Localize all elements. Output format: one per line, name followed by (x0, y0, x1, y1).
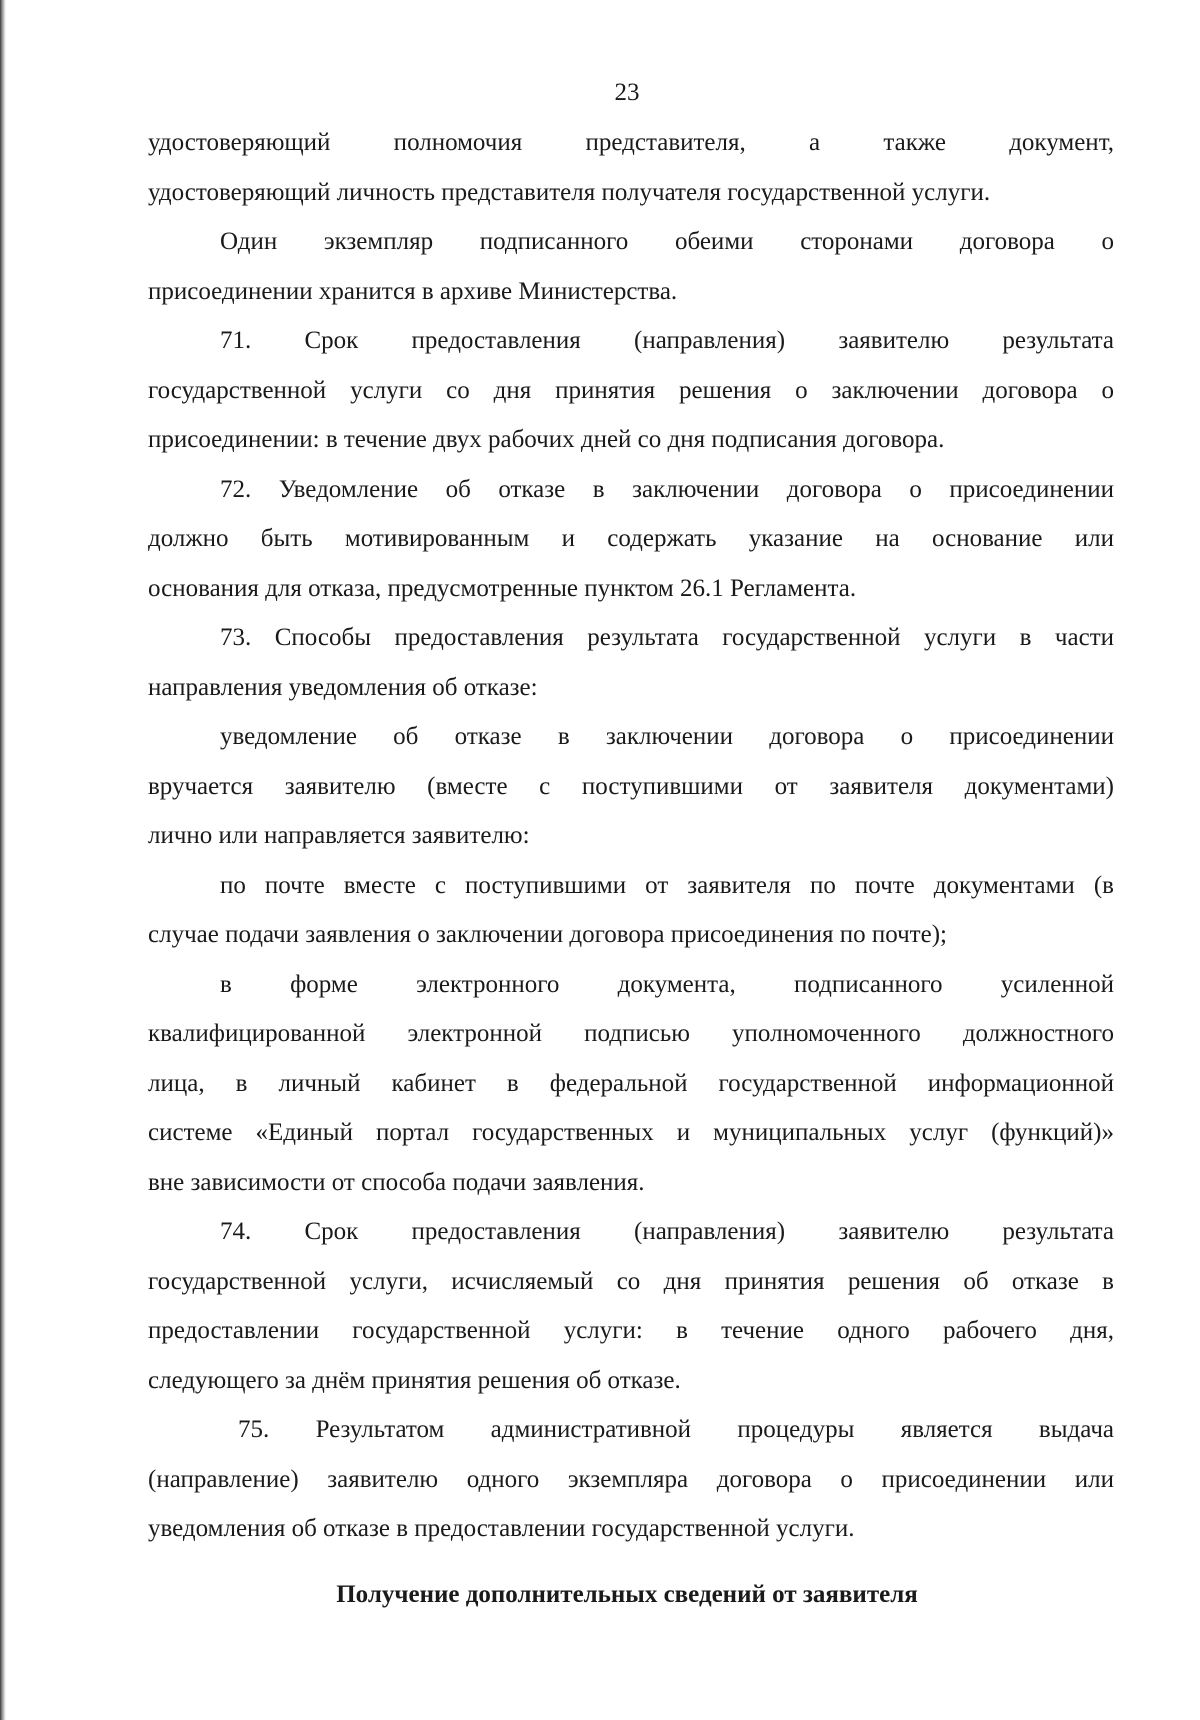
page-number: 23 (614, 79, 640, 106)
text-line: уведомления об отказе в предоставлении государственной услуги. (148, 1515, 855, 1542)
text-line: системе «Единый портал государственных и муниципальных услуг (функций)» (148, 1119, 1114, 1146)
text-line: (направление) заявителю одного экземпляра договора о присоединении или (148, 1465, 1114, 1493)
text-line: уведомление об отказе в заключении договора о присоединении (220, 723, 1114, 750)
text-line: должно быть мотивированным и содержать указание на основание или (148, 525, 1114, 552)
text-line: удостоверяющий личность представителя получателя государственной услуги. (148, 178, 991, 206)
text-line: случае подачи заявления о заключении договора присоединения по почте); (148, 921, 947, 948)
text-line: квалифицированной электронной подписью уполномоченного должностного (148, 1020, 1114, 1047)
text-line: лица, в личный кабинет в федеральной государственной информационной (148, 1069, 1114, 1097)
text-line: 71. Срок предоставления (направления) заявителю результата (220, 327, 1114, 354)
text-line: государственной услуги со дня принятия решения о заключении договора о (148, 376, 1114, 404)
text-line: вне зависимости от способа подачи заявления. (148, 1168, 645, 1196)
text-line: направления уведомления об отказе: (148, 673, 538, 701)
text-line: 74. Срок предоставления (направления) заявителю результата (220, 1218, 1114, 1245)
text-line: присоединении хранится в архиве Министерства. (148, 277, 678, 305)
text-line: предоставлении государственной услуги: в течение одного рабочего дня, (148, 1317, 1114, 1344)
text-line: лично или направляется заявителю: (148, 822, 530, 849)
section-heading: Получение дополнительных сведений от заявителя (336, 1581, 918, 1608)
scan-edge (0, 0, 6, 1720)
text-line: по почте вместе с поступившими от заявителя по почте документами (в (220, 871, 1114, 899)
text-line: в форме электронного документа, подписанного усиленной (220, 970, 1114, 998)
text-line: 75. Результатом административной процедуры является выдача (238, 1416, 1114, 1443)
text-line: 73. Способы предоставления результата государственной услуги в части (220, 624, 1114, 651)
text-line: 72. Уведомление об отказе в заключении договора о присоединении (220, 475, 1114, 503)
document-body (148, 118, 1114, 1554)
text-line: государственной услуги, исчисляемый со дня принятия решения об отказе в (148, 1267, 1114, 1295)
text-line: Один экземпляр подписанного обеими сторонами договора о (220, 228, 1114, 255)
text-line: следующего за днём принятия решения об отказе. (148, 1366, 681, 1394)
text-line: присоединении: в течение двух рабочих дней со дня подписания договора. (148, 426, 945, 453)
text-line: вручается заявителю (вместе с поступившими от заявителя документами) (148, 772, 1114, 800)
text-line: основания для отказа, предусмотренные пунктом 26.1 Регламента. (148, 574, 857, 602)
text-line: удостоверяющий полномочия представителя, а также документ, (148, 129, 1114, 156)
